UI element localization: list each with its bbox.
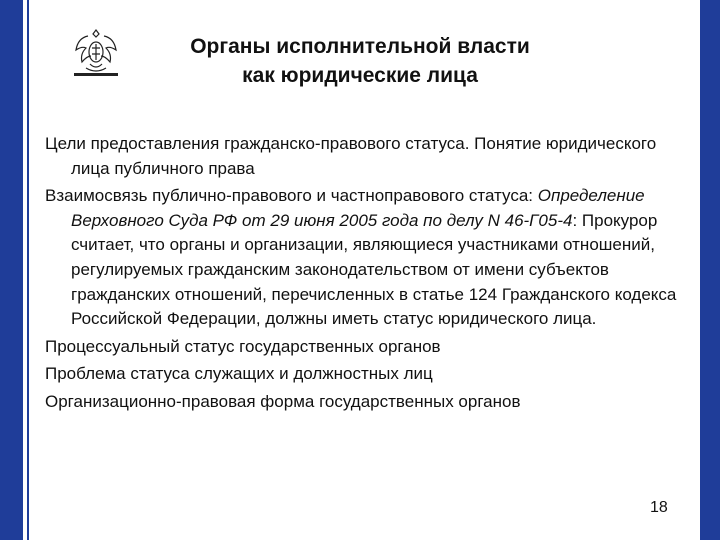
list-item [45,362,685,387]
item-text: Проблема статуса служащих и должностных лиц [45,364,433,384]
list-item [45,335,685,360]
slide-title [150,32,570,90]
item-text: Процессуальный статус государственных органов [45,336,441,356]
item-text-continued: : Прокурор считает, что органы и организации, являющиеся участниками отношений, регулируемых гражданским законодательством от имени субъектов гражданских отношений, перечисленных в статье 124 Гражданского кодекса Российской Федерации, должны иметь статус юридического лица. [71,210,677,329]
slide-content [45,132,685,418]
right-accent-bar [700,0,720,540]
left-accent-line [27,0,29,540]
list-item [45,132,685,181]
list-item [45,184,685,332]
item-text: Цели предоставления гражданско-правового статуса. Понятие юридического лица публичного права [45,134,657,178]
left-accent-bar [0,0,23,540]
court-ruling-reference: Определение Верховного Суда РФ от 29 июня 2005 года по делу N 46-Г05-4 [71,186,645,230]
page-number: 18 [650,499,668,516]
eagle-emblem-icon [68,24,124,82]
title-line-1: Органы исполнительной власти [190,35,530,58]
list-item [45,390,685,415]
title-line-2: как юридические лица [242,64,478,87]
item-text: Организационно-правовая форма государственных органов [45,391,521,411]
item-text: Взаимосвязь публично-правового и частноправового статуса: [45,186,538,206]
